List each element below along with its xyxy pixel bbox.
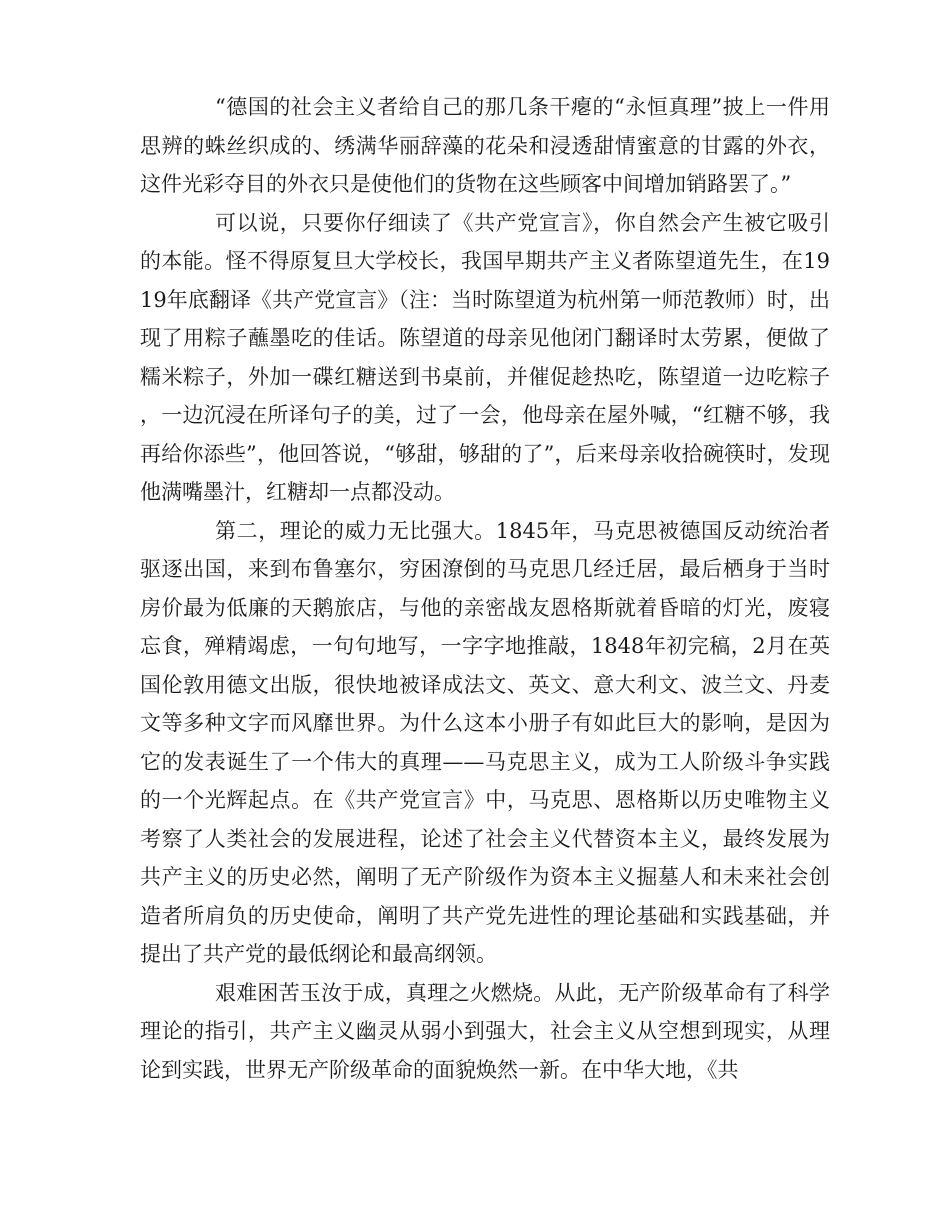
paragraph-chen-wangdao: 可以说，只要你仔细读了《共产党宣言》，你自然会产生被它吸引的本能。怪不得原复旦大学校长，我国早期共产主义者陈望道先生，在1919年底翻译《共产党宣言》（注：当时陈望道为杭州第一师范教师）时，出现了用粽子蘸墨吃的佳话。陈望道的母亲见他闭门翻译时太劳累，便做了糯米粽子，外加一碟红糖送到书桌前，并催促趁热吃，陈望道一边吃粽子，一边沉浸在所译句子的美，过了一会，他母亲在屋外喊，“红糖不够，我再给你添些”，他回答说，“够甜，够甜的了”，后来母亲收拾碗筷时，发现他满嘴墨汁，红糖却一点都没动。 bbox=[140, 210, 830, 504]
paragraph-theory-power: 第二，理论的威力无比强大。1845年，马克思被德国反动统治者驱逐出国，来到布鲁塞尔，穷困潦倒的马克思几经迁居，最后栖身于当时房价最为低廉的天鹅旅店，与他的亲密战友恩格斯就着昏暗的灯光，废寝忘食，殚精竭虑，一句句地写，一字字地推敲，1848年初完稿，2月在英国伦敦用德文出版，很快地被译成法文、英文、意大利文、波兰文、丹麦文等多种文字而风靡世界。为什么这本小册子有如此巨大的影响，是因为它的发表诞生了一个伟大的真理——马克思主义，成为工人阶级斗争实践的一个光辉起点。在《共产党宣言》中，马克思、恩格斯以历史唯物主义考察了人类社会的发展进程，论述了社会主义代替资本主义，最终发展为共产主义的历史必然，阐明了无产阶级作为资本主义掘墓人和未来社会创造者所肩负的历史使命，阐明了共产党先进性的理论基础和实践基础，并提出了共产党的最低纲论和最高纲领。 bbox=[140, 518, 830, 966]
paragraph-hardship: 艰难困苦玉汝于成，真理之火燃烧。从此，无产阶级革命有了科学理论的指引，共产主义幽灵从弱小到强大，社会主义从空想到现实，从理论到实践，世界无产阶级革命的面貌焕然一新。在中华大地，《共 bbox=[140, 980, 830, 1082]
paragraph-quote: “德国的社会主义者给自己的那几条干瘪的“永恒真理”披上一件用思辨的蛛丝织成的、绣满华丽辞藻的花朵和浸透甜情蜜意的甘露的外衣，这件光彩夺目的外衣只是使他们的货物在这些顾客中间增加销路罢了。” bbox=[140, 95, 830, 196]
document-body bbox=[140, 88, 830, 1089]
